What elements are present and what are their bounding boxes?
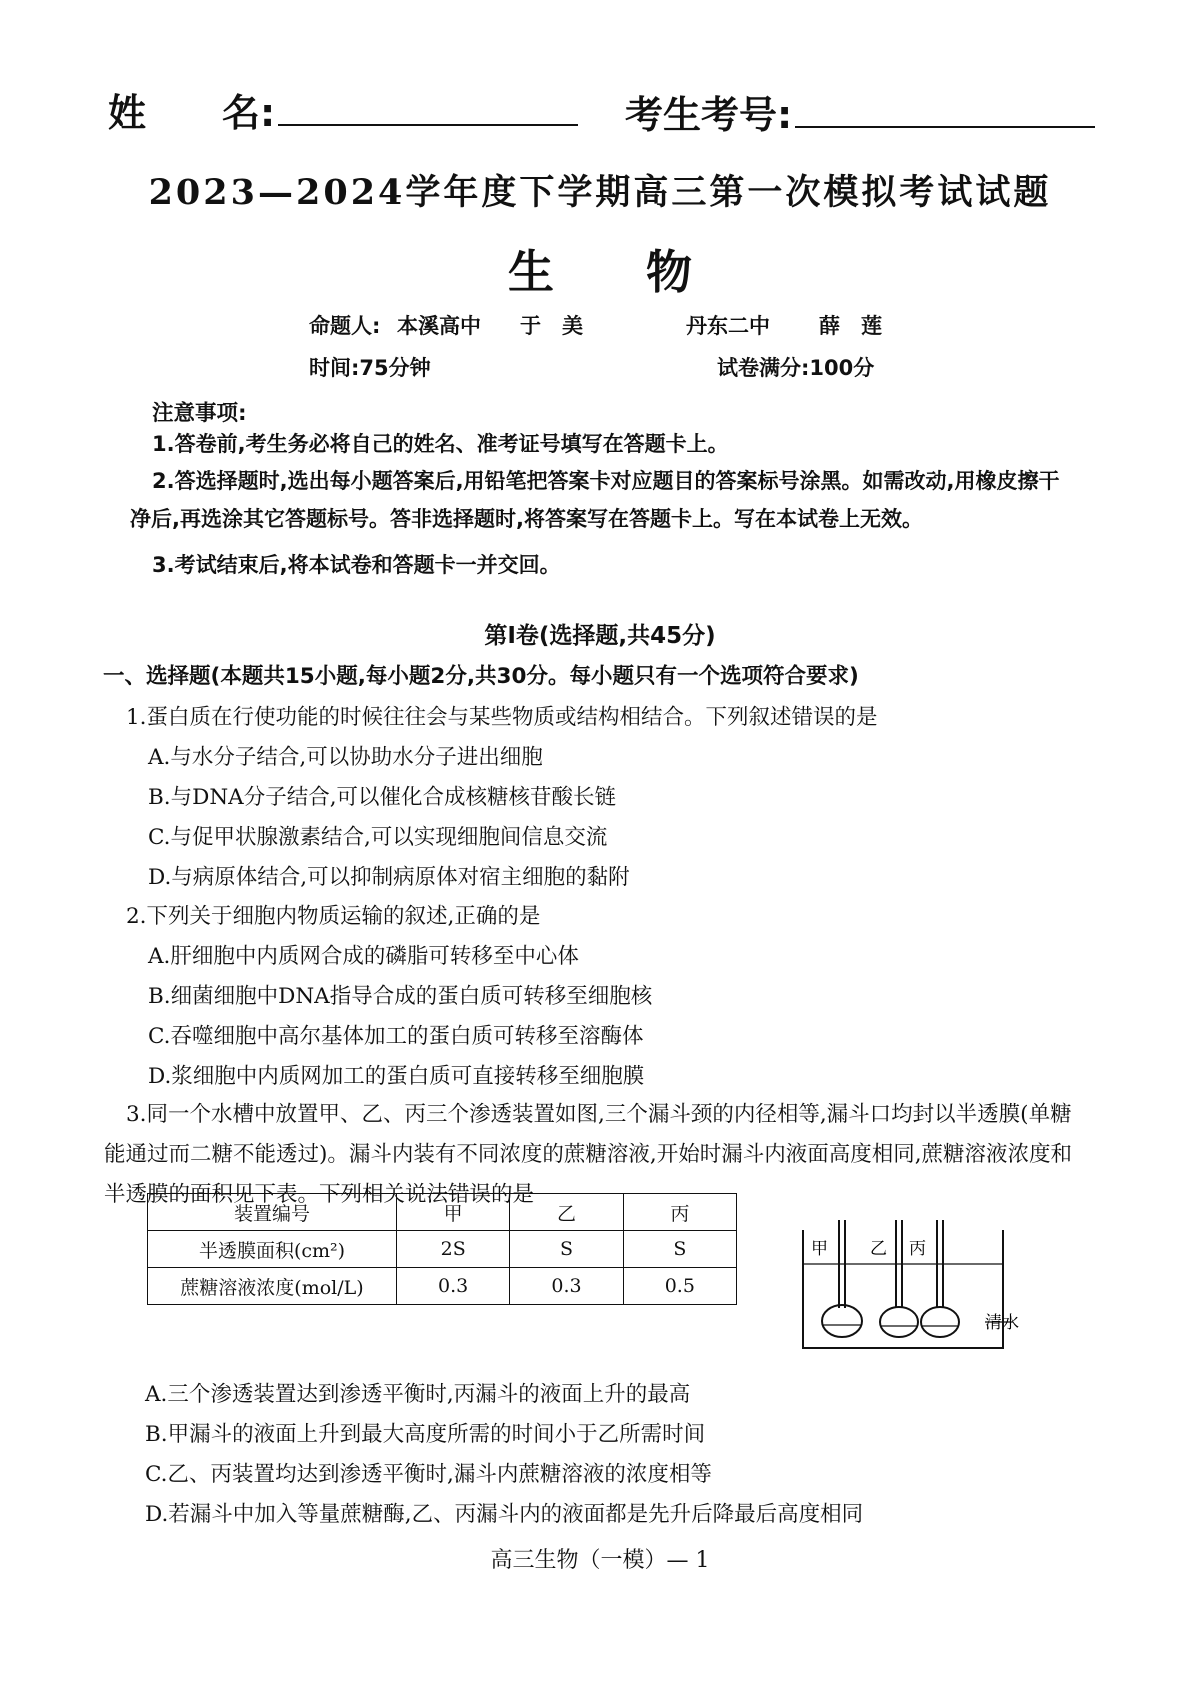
table-cell: 2S [397,1231,510,1268]
table-cell: 装置编号 [148,1194,397,1231]
q1-option-c: C.与促甲状腺激素结合,可以实现细胞间信息交流 [148,825,608,850]
q3-stem: 3.同一个水槽中放置甲、乙、丙三个渗透装置如图,三个漏斗颈的内径相等,漏斗口均封以半透膜(单糖能通过而二糖不能透过)。漏斗内装有不同浓度的蔗糖溶液,开始时漏斗内液面高度相同,蔗糖溶液浓度和半透膜的面积见下表。下列相关说法错误的是 [104,1102,1073,1207]
table-cell: 丙 [623,1194,736,1231]
q1-option-b: B.与DNA分子结合,可以催化合成核糖核苷酸长链 [148,785,617,810]
notice-item-1: 1.答卷前,考生务必将自己的姓名、准考证号填写在答题卡上。 [152,432,729,456]
notice-item-2: 2.答选择题时,选出每小题答案后,用铅笔把答案卡对应题目的答案标号涂黑。如需改动,用橡皮擦干净后,再选涂其它答题标号。答非选择题时,将答案写在答题卡上。写在本试卷上无效。 [130,469,1060,531]
funnel-yi [880,1220,918,1337]
label-jia: 甲 [811,1239,828,1259]
label-water: 清水 [985,1313,1019,1333]
funnel-jia [822,1220,862,1337]
table-cell: 0.3 [510,1268,623,1305]
time-label: 时间:75分钟 [309,356,431,380]
subject-title: 生 物 [508,245,692,299]
author-school-1: 本溪高中 [397,314,481,338]
label-bing: 丙 [909,1239,926,1259]
q3-data-table [147,1193,737,1305]
table-cell: 0.5 [623,1268,736,1305]
score-label: 试卷满分:100分 [717,356,875,380]
table-row [148,1231,737,1268]
author-name-2: 薛 莲 [819,314,882,338]
table-cell: 甲 [397,1194,510,1231]
q2-stem: 2.下列关于细胞内物质运输的叙述,正确的是 [126,904,541,929]
table-cell: 半透膜面积(cm²) [148,1231,397,1268]
osmosis-apparatus-figure [785,1212,1045,1362]
q3-option-c: C.乙、丙装置均达到渗透平衡时,漏斗内蔗糖溶液的浓度相等 [145,1462,712,1487]
exam-id-blank[interactable] [795,126,1095,128]
exam-id-label: 考生考号: [625,93,793,137]
table-cell: 0.3 [397,1268,510,1305]
table-row [148,1194,737,1231]
name-label: 姓 名: [108,91,276,135]
exam-title: 2023—2024学年度下学期高三第一次模拟考试试题 [148,172,1052,213]
table-row [148,1268,737,1305]
table-cell: S [510,1231,623,1268]
notice-title: 注意事项: [152,401,247,426]
q3-option-b: B.甲漏斗的液面上升到最大高度所需的时间小于乙所需时间 [145,1422,706,1447]
section-title: 第Ⅰ卷(选择题,共45分) [484,623,716,649]
label-yi: 乙 [870,1239,887,1259]
author-label: 命题人: [309,314,381,338]
q2-option-d: D.浆细胞中内质网加工的蛋白质可直接转移至细胞膜 [148,1064,645,1089]
page-footer: 高三生物（一模）— 1 [490,1548,710,1573]
q2-option-b: B.细菌细胞中DNA指导合成的蛋白质可转移至细胞核 [148,984,653,1009]
q1-option-a: A.与水分子结合,可以协助水分子进出细胞 [148,745,543,770]
author-name-1: 于 美 [520,314,583,338]
table-cell: S [623,1231,736,1268]
q3-option-d: D.若漏斗中加入等量蔗糖酶,乙、丙漏斗内的液面都是先升后降最后高度相同 [145,1502,864,1527]
table-cell: 乙 [510,1194,623,1231]
q1-option-d: D.与病原体结合,可以抑制病原体对宿主细胞的黏附 [148,865,630,890]
name-blank[interactable] [278,124,578,126]
author-school-2: 丹东二中 [686,314,770,338]
q3-option-a: A.三个渗透装置达到渗透平衡时,丙漏斗的液面上升的最高 [145,1382,691,1407]
funnel-bing [921,1220,959,1337]
notice-item-3: 3.考试结束后,将本试卷和答题卡一并交回。 [152,553,561,577]
table-cell: 蔗糖溶液浓度(mol/L) [148,1268,397,1305]
q2-option-c: C.吞噬细胞中高尔基体加工的蛋白质可转移至溶酶体 [148,1024,644,1049]
part-title: 一、选择题(本题共15小题,每小题2分,共30分。每小题只有一个选项符合要求) [103,664,859,689]
q1-stem: 1.蛋白质在行使功能的时候往往会与某些物质或结构相结合。下列叙述错误的是 [126,705,878,730]
q2-option-a: A.肝细胞中内质网合成的磷脂可转移至中心体 [148,944,579,969]
